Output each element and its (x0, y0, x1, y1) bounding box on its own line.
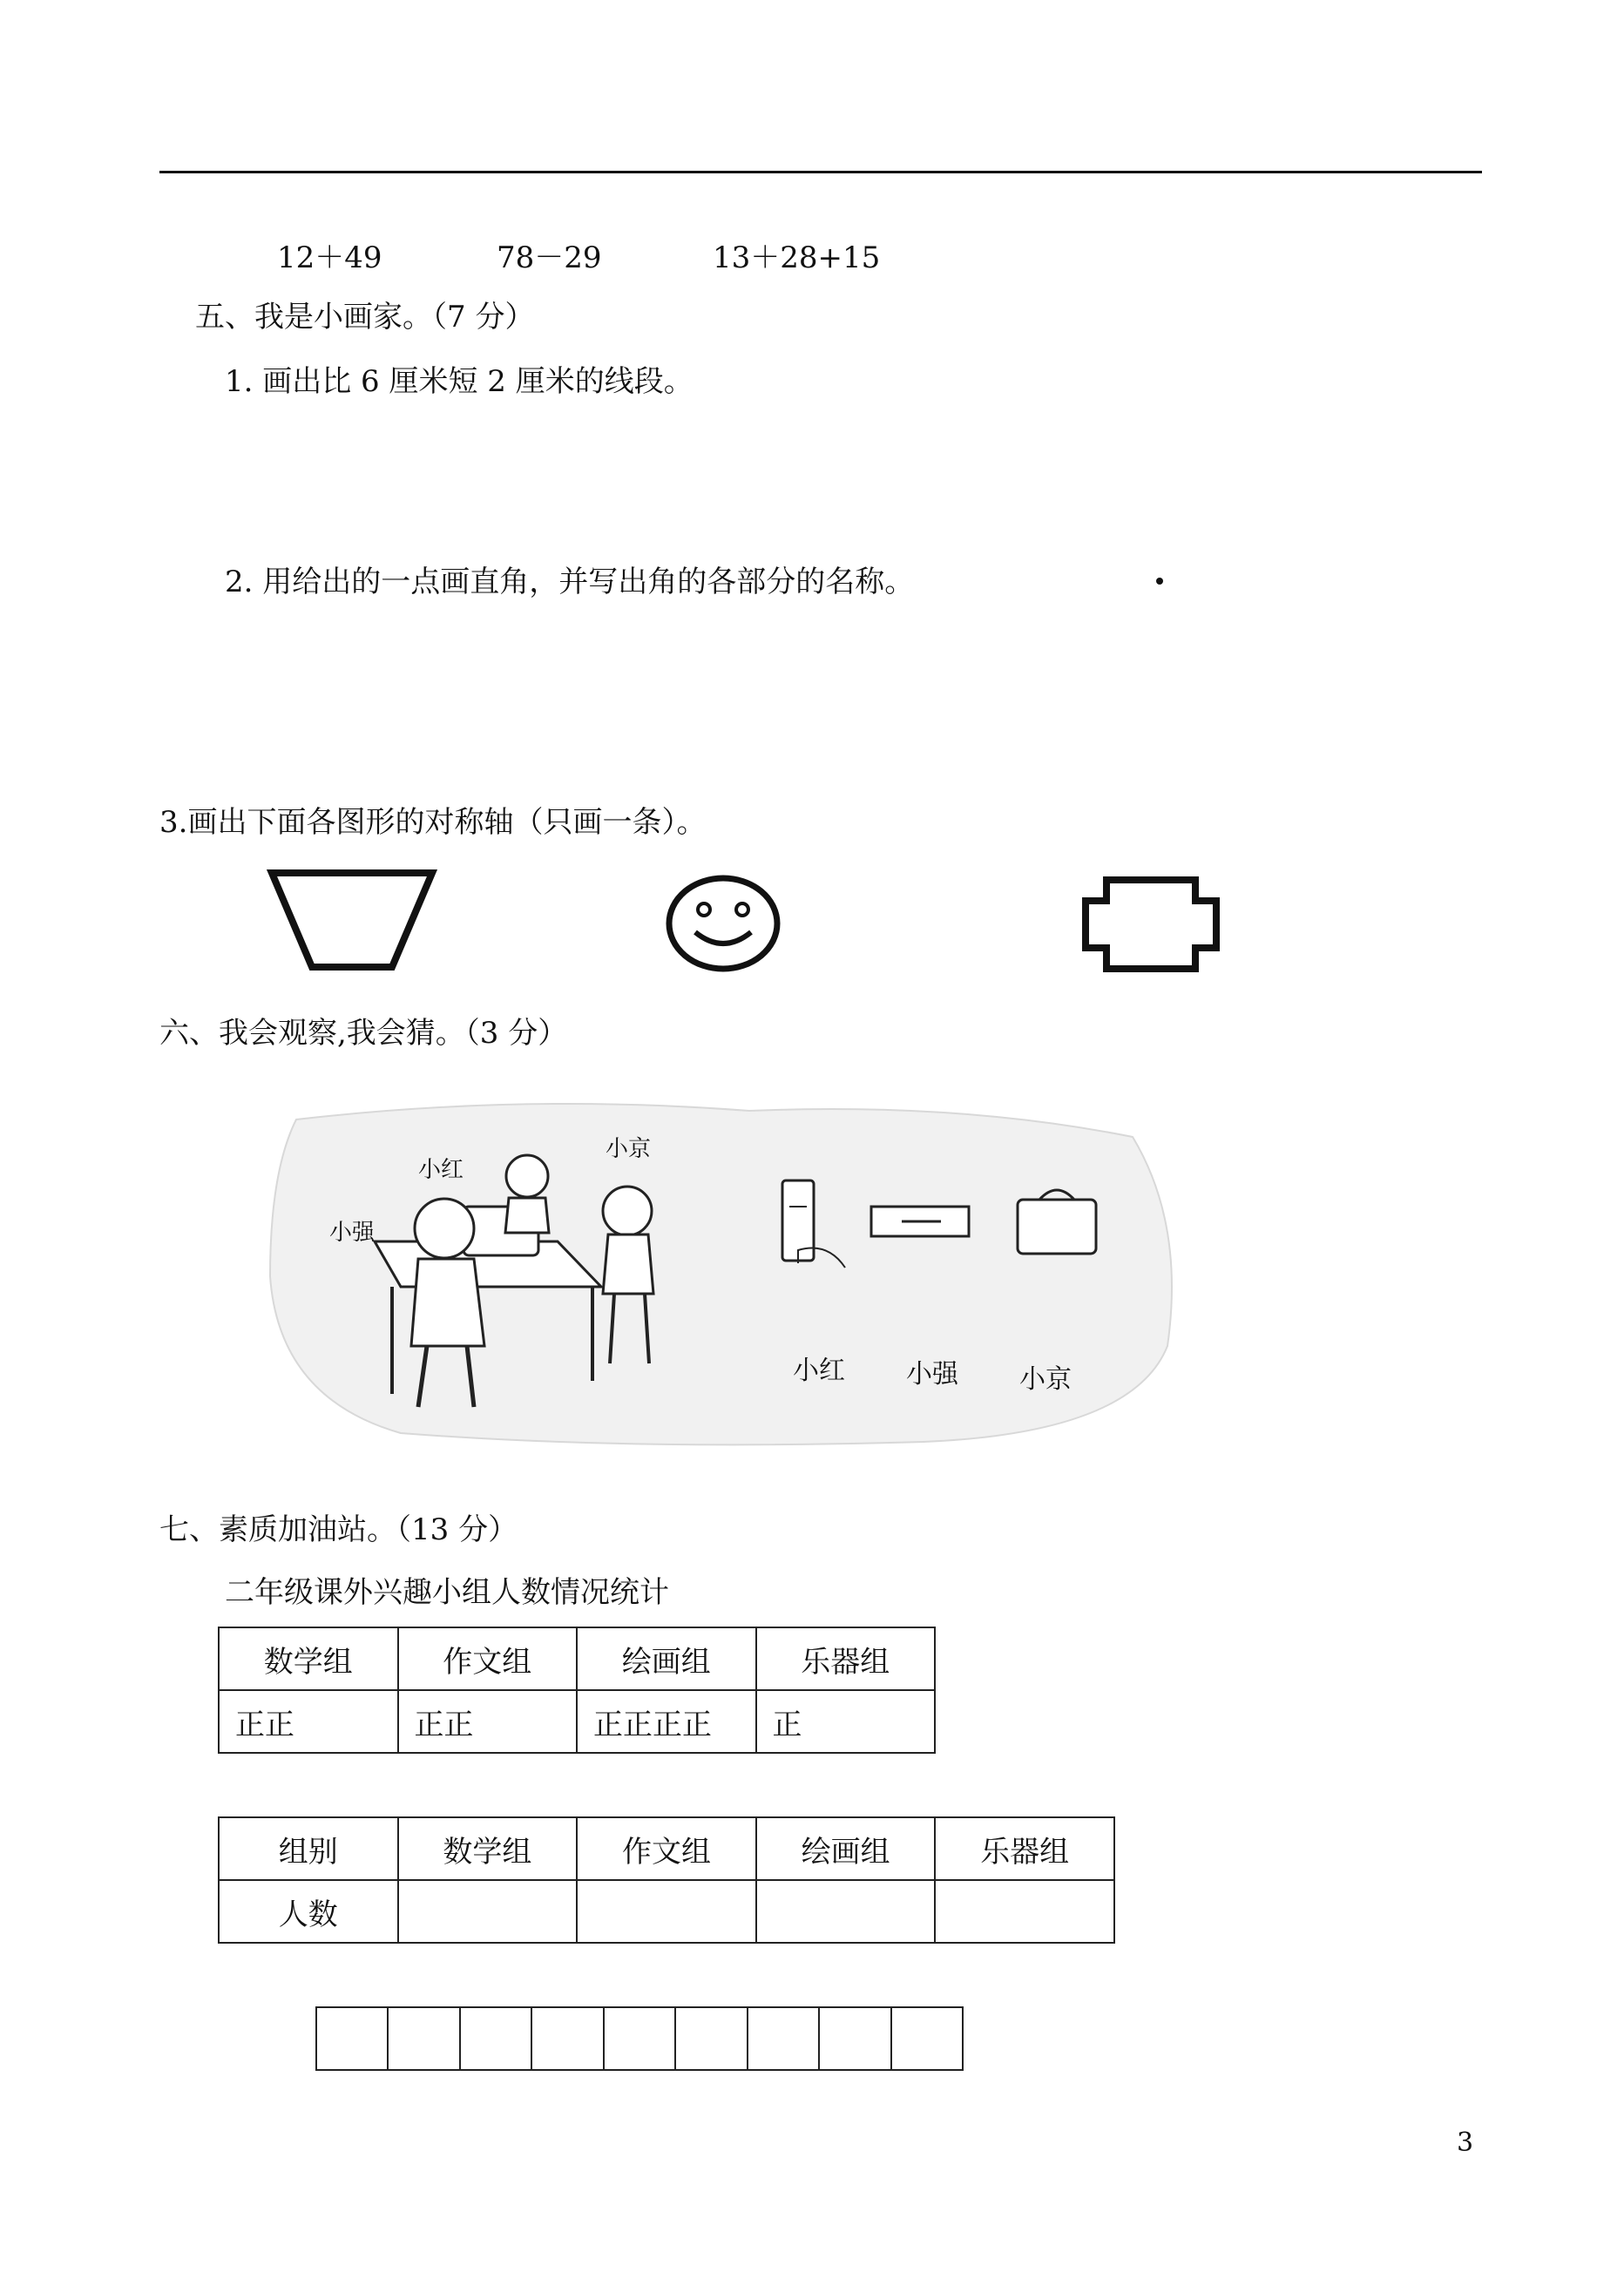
count-table (218, 1816, 1115, 1944)
cross-shape (1077, 875, 1225, 979)
label-xiaohong: 小红 (418, 1157, 464, 1183)
smiley-face-shape (662, 871, 784, 976)
given-point (1156, 578, 1163, 585)
blank-box[interactable] (460, 2007, 531, 2070)
blank-box[interactable] (675, 2007, 747, 2070)
count-answer-cell[interactable] (756, 1880, 936, 1943)
blank-box[interactable] (388, 2007, 459, 2070)
count-header: 绘画组 (756, 1817, 936, 1880)
label-xiaojing: 小京 (606, 1136, 652, 1162)
tally-cell: 正正 (219, 1690, 398, 1753)
count-answer-cell[interactable] (398, 1880, 578, 1943)
observation-illustration (261, 1085, 1185, 1451)
exercise-1: 12＋49 (277, 240, 382, 275)
blank-box-row (315, 2006, 964, 2071)
blank-box[interactable] (531, 2007, 603, 2070)
answer-label-1: 小红 (793, 1356, 845, 1386)
section7-heading: 七、素质加油站。（13 分） (159, 1512, 518, 1547)
page-number: 3 (1457, 2127, 1474, 2158)
count-answer-cell[interactable] (935, 1880, 1114, 1943)
tally-cell: 正正 (398, 1690, 578, 1753)
blank-box[interactable] (316, 2007, 388, 2070)
tally-table (218, 1627, 936, 1754)
blank-box[interactable] (891, 2007, 964, 2070)
table-title: 二年级课外兴趣小组人数情况统计 (225, 1575, 669, 1610)
tally-cell: 正正正正 (577, 1690, 756, 1753)
section6-heading: 六、我会观察,我会猜。（3 分） (159, 1016, 568, 1051)
blank-box[interactable] (819, 2007, 890, 2070)
tally-header: 数学组 (219, 1627, 398, 1690)
count-header: 作文组 (577, 1817, 756, 1880)
tally-cell: 正 (756, 1690, 936, 1753)
tally-header: 绘画组 (577, 1627, 756, 1690)
count-answer-cell[interactable] (577, 1880, 756, 1943)
section5-q3: 3.画出下面各图形的对称轴（只画一条）。 (159, 805, 707, 840)
blank-box[interactable] (604, 2007, 675, 2070)
section5-q2: 2. 用给出的一点画直角，并写出角的各部分的名称。 (225, 565, 915, 599)
blank-box[interactable] (748, 2007, 819, 2070)
count-header: 乐器组 (935, 1817, 1114, 1880)
label-xiaoqiang: 小强 (329, 1220, 376, 1246)
section5-heading: 五、我是小画家。（7 分） (195, 300, 535, 335)
section5-q1: 1. 画出比 6 厘米短 2 厘米的线段。 (225, 364, 694, 399)
count-header: 组别 (219, 1817, 398, 1880)
tally-header: 乐器组 (756, 1627, 936, 1690)
header-rule (159, 171, 1482, 173)
count-row-label: 人数 (219, 1880, 398, 1943)
count-header: 数学组 (398, 1817, 578, 1880)
exercise-2: 78－29 (497, 240, 602, 275)
answer-label-2: 小强 (906, 1359, 958, 1390)
tally-header: 作文组 (398, 1627, 578, 1690)
exercise-3: 13＋28+15 (713, 240, 881, 275)
trapezoid-shape (261, 868, 444, 976)
answer-label-3: 小京 (1019, 1364, 1072, 1395)
